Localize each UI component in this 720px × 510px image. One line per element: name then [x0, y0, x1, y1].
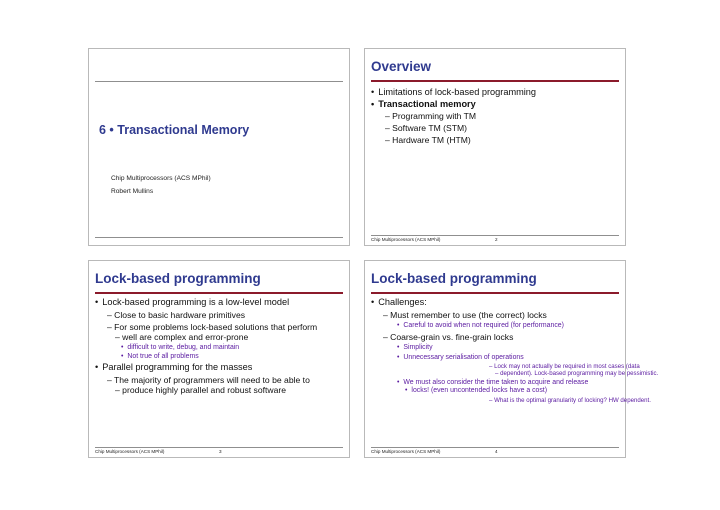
bullet: • Lock-based programming is a low-level model [95, 297, 289, 308]
bullet: • Challenges: [371, 297, 427, 308]
bottom-rule [95, 237, 343, 238]
continued-text: produce highly parallel and robust software [122, 385, 287, 395]
footer-rule [95, 447, 343, 448]
sub-sub-bullet: • Not true of all problems [121, 353, 199, 361]
continued-text: dependent). Lock-based programming may be pessimistic. [500, 370, 659, 377]
page-number: 2 [495, 237, 498, 242]
sub-bullet: – Programming with TM [385, 111, 476, 121]
sub-bullet: – The majority of programmers will need to be able to [107, 375, 310, 385]
detail-line-continued [495, 370, 658, 377]
sub-sub-bullet: • difficult to write, debug, and maintain [121, 344, 239, 352]
footer-text: Chip Multiprocessors (ACS MPhil) [95, 449, 165, 454]
footer-rule [371, 235, 619, 236]
footer-text: Chip Multiprocessors (ACS MPhil) [371, 449, 441, 454]
sub-bullet: – Coarse-grain vs. fine-grain locks [383, 332, 513, 342]
detail-line: – Lock may not actually be required in most cases (data [489, 363, 640, 370]
slide-2 [364, 48, 626, 246]
author-name: Robert Mullins [111, 188, 154, 195]
title-rule [371, 80, 619, 82]
detail-line: – What is the optimal granularity of locking? HW dependent. [489, 397, 651, 404]
bullet: • Transactional memory [371, 99, 476, 110]
slide-title: Overview [371, 59, 432, 74]
slide-1 [88, 48, 350, 246]
slide-title: Lock-based programming [371, 271, 537, 286]
sub-sub-bullet-continued [397, 387, 547, 395]
sub-bullet-continued [107, 332, 248, 342]
sub-sub-bullet: • Simplicity [397, 344, 433, 352]
sub-sub-bullet: • We must also consider the time taken to acquire and release [397, 379, 588, 387]
page-number: 4 [495, 449, 498, 454]
sub-bullet: – Hardware TM (HTM) [385, 135, 471, 145]
bullet: • Parallel programming for the masses [95, 362, 252, 373]
page-number: 3 [219, 449, 222, 454]
footer-rule [371, 447, 619, 448]
title-rule [95, 292, 343, 294]
title-rule [371, 292, 619, 294]
slide-title: 6 • Transactional Memory [99, 123, 250, 137]
footer-text: Chip Multiprocessors (ACS MPhil) [371, 237, 441, 242]
course-name: Chip Multiprocessors (ACS MPhil) [111, 175, 211, 182]
slide-4 [364, 260, 659, 458]
slide-title: Lock-based programming [95, 271, 261, 286]
sub-bullet: – Software TM (STM) [385, 123, 467, 133]
top-rule [95, 81, 343, 82]
continued-text: locks! (even uncontended locks have a cost) [411, 387, 548, 394]
slide-3 [88, 260, 350, 458]
sub-sub-bullet: • Careful to avoid when not required (for performance) [397, 322, 564, 330]
sub-bullet: – For some problems lock-based solutions that perform [107, 322, 317, 332]
bullet: • Limitations of lock-based programming [371, 87, 536, 98]
sub-sub-bullet: • Unnecessary serialisation of operations [397, 354, 524, 362]
sub-bullet: – Close to basic hardware primitives [107, 310, 245, 320]
sub-bullet-continued [107, 385, 286, 395]
sub-bullet: – Must remember to use (the correct) locks [383, 310, 547, 320]
continued-text: well are complex and error-prone [122, 332, 249, 342]
